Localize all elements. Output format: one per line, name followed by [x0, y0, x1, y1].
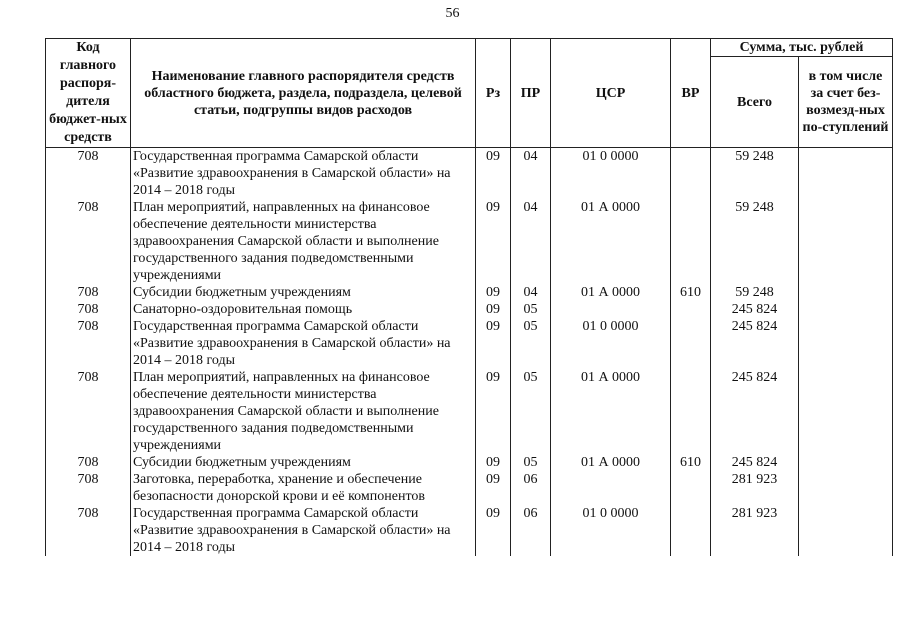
- table-row: [46, 454, 893, 471]
- cell-name: Государственная программа Самарской области «Развитие здравоохранения в Самарской области» на 2014 – 2018 годы: [131, 148, 476, 200]
- cell-rz: 09: [476, 505, 511, 556]
- cell-code: 708: [46, 454, 131, 471]
- header-sum-group: Сумма, тыс. рублей: [711, 39, 893, 57]
- cell-free: [799, 301, 893, 318]
- table-row: [46, 318, 893, 369]
- header-rz: Рз: [476, 39, 511, 148]
- table-row: [46, 199, 893, 284]
- cell-vr: [671, 505, 711, 556]
- cell-free: [799, 505, 893, 556]
- cell-free: [799, 284, 893, 301]
- cell-pr: 06: [511, 505, 551, 556]
- cell-rz: 09: [476, 471, 511, 505]
- cell-pr: 05: [511, 318, 551, 369]
- cell-pr: 04: [511, 199, 551, 284]
- cell-total: 59 248: [711, 148, 799, 200]
- cell-vr: [671, 369, 711, 454]
- cell-rz: 09: [476, 148, 511, 200]
- header-name: Наименование главного распорядителя средств областного бюджета, раздела, подраздела, целевой статьи, подгруппы видов расходов: [131, 39, 476, 148]
- cell-free: [799, 148, 893, 200]
- cell-pr: 05: [511, 454, 551, 471]
- cell-code: 708: [46, 148, 131, 200]
- cell-total: 245 824: [711, 301, 799, 318]
- cell-total: 59 248: [711, 199, 799, 284]
- cell-csr: 01 0 0000: [551, 148, 671, 200]
- header-pr: ПР: [511, 39, 551, 148]
- table-row: [46, 301, 893, 318]
- cell-free: [799, 369, 893, 454]
- cell-name: Субсидии бюджетным учреждениям: [131, 284, 476, 301]
- budget-table: [45, 38, 893, 556]
- table-row: [46, 369, 893, 454]
- cell-code: 708: [46, 318, 131, 369]
- cell-csr: 01 А 0000: [551, 199, 671, 284]
- cell-code: 708: [46, 199, 131, 284]
- header-row: [46, 39, 893, 57]
- cell-name: Субсидии бюджетным учреждениям: [131, 454, 476, 471]
- cell-pr: 04: [511, 148, 551, 200]
- cell-name: Государственная программа Самарской области «Развитие здравоохранения в Самарской области» на 2014 – 2018 годы: [131, 505, 476, 556]
- header-total: Всего: [711, 57, 799, 148]
- cell-total: 281 923: [711, 471, 799, 505]
- cell-pr: 04: [511, 284, 551, 301]
- cell-vr: [671, 199, 711, 284]
- page-number: 56: [445, 6, 460, 21]
- cell-csr: 01 А 0000: [551, 454, 671, 471]
- cell-rz: 09: [476, 369, 511, 454]
- cell-rz: 09: [476, 318, 511, 369]
- cell-total: 59 248: [711, 284, 799, 301]
- cell-pr: 05: [511, 369, 551, 454]
- cell-total: 245 824: [711, 454, 799, 471]
- header-csr: ЦСР: [551, 39, 671, 148]
- cell-rz: 09: [476, 284, 511, 301]
- cell-code: 708: [46, 284, 131, 301]
- cell-code: 708: [46, 505, 131, 556]
- cell-csr: [551, 301, 671, 318]
- cell-csr: 01 0 0000: [551, 505, 671, 556]
- cell-csr: 01 А 0000: [551, 369, 671, 454]
- header-free: в том числе за счет без-возмезд-ных по-ступлений: [799, 57, 893, 148]
- cell-total: 245 824: [711, 369, 799, 454]
- cell-vr: 610: [671, 454, 711, 471]
- cell-free: [799, 471, 893, 505]
- cell-csr: 01 А 0000: [551, 284, 671, 301]
- cell-vr: [671, 318, 711, 369]
- cell-name: План мероприятий, направленных на финансовое обеспечение деятельности министерства здравоохранения Самарской области и выполнение государственного задания подведомственными учреждениями: [131, 369, 476, 454]
- cell-pr: 06: [511, 471, 551, 505]
- cell-total: 281 923: [711, 505, 799, 556]
- cell-rz: 09: [476, 454, 511, 471]
- cell-csr: 01 0 0000: [551, 318, 671, 369]
- cell-code: 708: [46, 471, 131, 505]
- cell-free: [799, 454, 893, 471]
- cell-name: Заготовка, переработка, хранение и обеспечение безопасности донорской крови и её компонентов: [131, 471, 476, 505]
- cell-vr: [671, 301, 711, 318]
- header-code: Код главного распоря-дителя бюджет-ных средств: [46, 39, 131, 148]
- cell-code: 708: [46, 369, 131, 454]
- cell-total: 245 824: [711, 318, 799, 369]
- cell-free: [799, 199, 893, 284]
- header-vr: ВР: [671, 39, 711, 148]
- table-row: [46, 284, 893, 301]
- cell-vr: [671, 148, 711, 200]
- cell-vr: 610: [671, 284, 711, 301]
- cell-free: [799, 318, 893, 369]
- cell-code: 708: [46, 301, 131, 318]
- cell-name: Санаторно-оздоровительная помощь: [131, 301, 476, 318]
- cell-vr: [671, 471, 711, 505]
- cell-name: Государственная программа Самарской области «Развитие здравоохранения в Самарской области» на 2014 – 2018 годы: [131, 318, 476, 369]
- cell-csr: [551, 471, 671, 505]
- cell-pr: 05: [511, 301, 551, 318]
- cell-name: План мероприятий, направленных на финансовое обеспечение деятельности министерства здравоохранения Самарской области и выполнение государственного задания подведомственными учреждениями: [131, 199, 476, 284]
- table-row: [46, 148, 893, 200]
- cell-rz: 09: [476, 199, 511, 284]
- table-row: [46, 471, 893, 505]
- table-row: [46, 505, 893, 556]
- cell-rz: 09: [476, 301, 511, 318]
